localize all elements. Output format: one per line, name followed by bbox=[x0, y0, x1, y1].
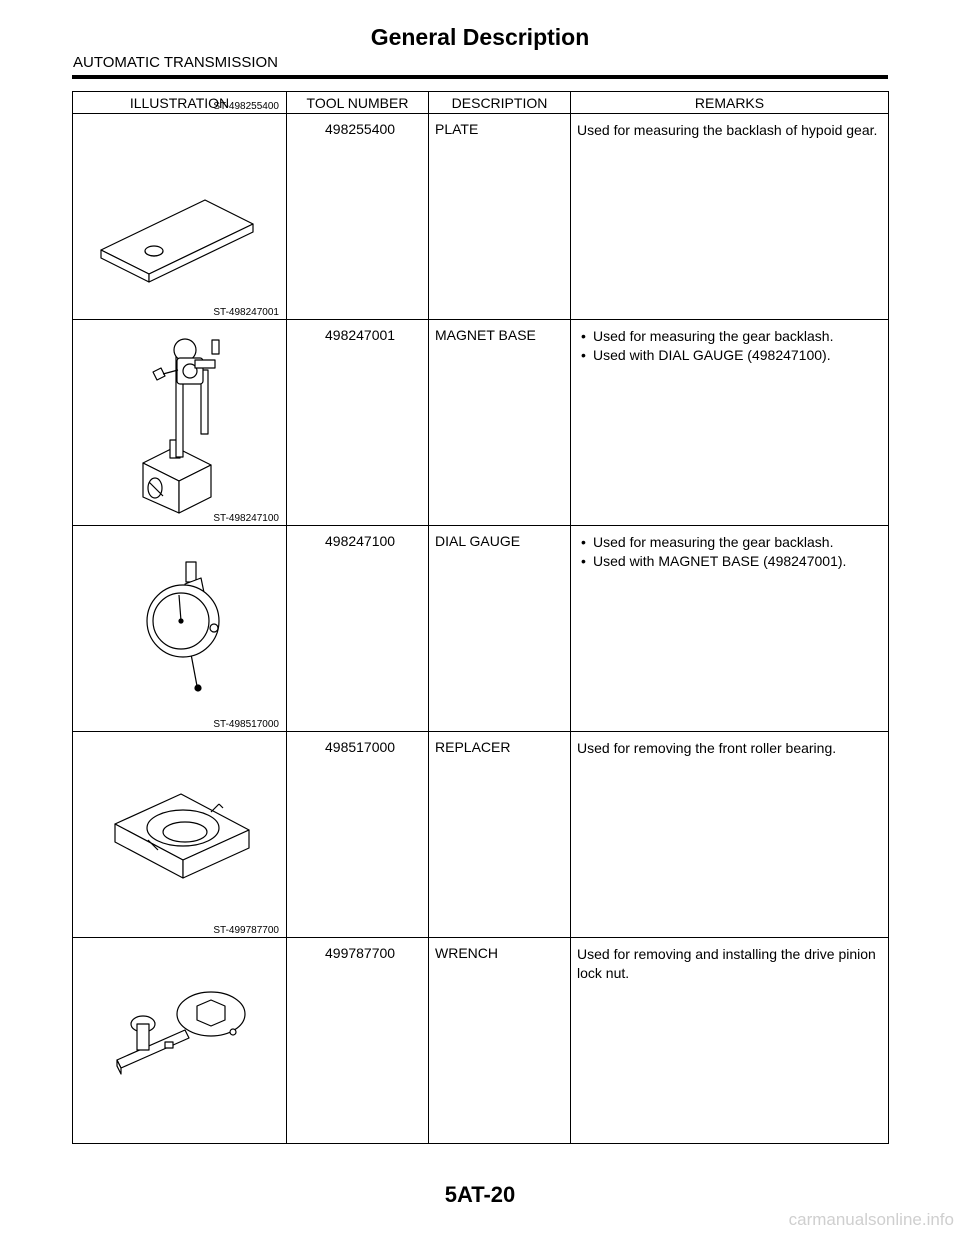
table-row bbox=[73, 526, 889, 732]
tool-description: REPLACER bbox=[429, 732, 571, 938]
watermark: carmanualsonline.info bbox=[788, 1210, 954, 1229]
plate-illustration bbox=[73, 114, 287, 320]
column-header-tool-number: TOOL NUMBER bbox=[287, 92, 429, 114]
section-name: AUTOMATIC TRANSMISSION bbox=[73, 54, 279, 71]
tool-number: 498517000 bbox=[287, 732, 429, 938]
remark-item: • Used with MAGNET BASE (498247001). bbox=[577, 552, 882, 571]
tool-remarks: Used for removing and installing the drive pinion lock nut. bbox=[571, 938, 889, 1144]
remark-item: • Used for measuring the gear backlash. bbox=[577, 533, 882, 552]
remark-item: • Used for measuring the gear backlash. bbox=[577, 327, 882, 346]
column-header-illustration: ILLUSTRATION bbox=[73, 92, 287, 114]
tool-number: 499787700 bbox=[287, 938, 429, 1144]
illustration-cell bbox=[73, 719, 287, 938]
tool-remarks bbox=[571, 320, 889, 526]
illustration-code: ST-499787700 bbox=[213, 925, 279, 936]
table-row bbox=[73, 732, 889, 938]
tool-description: DIAL GAUGE bbox=[429, 526, 571, 732]
illustration-code: ST-498517000 bbox=[213, 719, 279, 730]
illustration-code: ST-498247100 bbox=[213, 513, 279, 524]
wrench-illustration bbox=[73, 938, 287, 1144]
table-row bbox=[73, 320, 889, 526]
table-row bbox=[73, 114, 889, 320]
special-tools-table bbox=[72, 91, 889, 1144]
illustration-cell bbox=[73, 307, 287, 526]
illustration-code: ST-498255400 bbox=[213, 101, 279, 112]
header-rule bbox=[72, 75, 888, 79]
tool-description: WRENCH bbox=[429, 938, 571, 1144]
table-header-row bbox=[73, 92, 889, 114]
magnet-base-illustration bbox=[73, 320, 287, 526]
replacer-illustration bbox=[73, 732, 287, 938]
tool-remarks: Used for removing the front roller bearing. bbox=[571, 732, 889, 938]
tool-description: MAGNET BASE bbox=[429, 320, 571, 526]
tool-number: 498255400 bbox=[287, 114, 429, 320]
tool-number: 498247001 bbox=[287, 320, 429, 526]
page-number: 5AT-20 bbox=[444, 1182, 516, 1207]
tool-remarks: Used for measuring the backlash of hypoid gear. bbox=[571, 114, 889, 320]
tool-remarks bbox=[571, 526, 889, 732]
illustration-cell bbox=[73, 513, 287, 732]
remark-item: • Used with DIAL GAUGE (498247100). bbox=[577, 346, 882, 365]
column-header-remarks: REMARKS bbox=[571, 92, 889, 114]
illustration-code: ST-498247001 bbox=[213, 307, 279, 318]
table-row bbox=[73, 938, 889, 1144]
dial-gauge-illustration bbox=[73, 526, 287, 732]
page-title: General Description bbox=[370, 24, 590, 50]
tool-description: PLATE bbox=[429, 114, 571, 320]
column-header-description: DESCRIPTION bbox=[429, 92, 571, 114]
tool-number: 498247100 bbox=[287, 526, 429, 732]
illustration-cell bbox=[73, 925, 287, 1144]
